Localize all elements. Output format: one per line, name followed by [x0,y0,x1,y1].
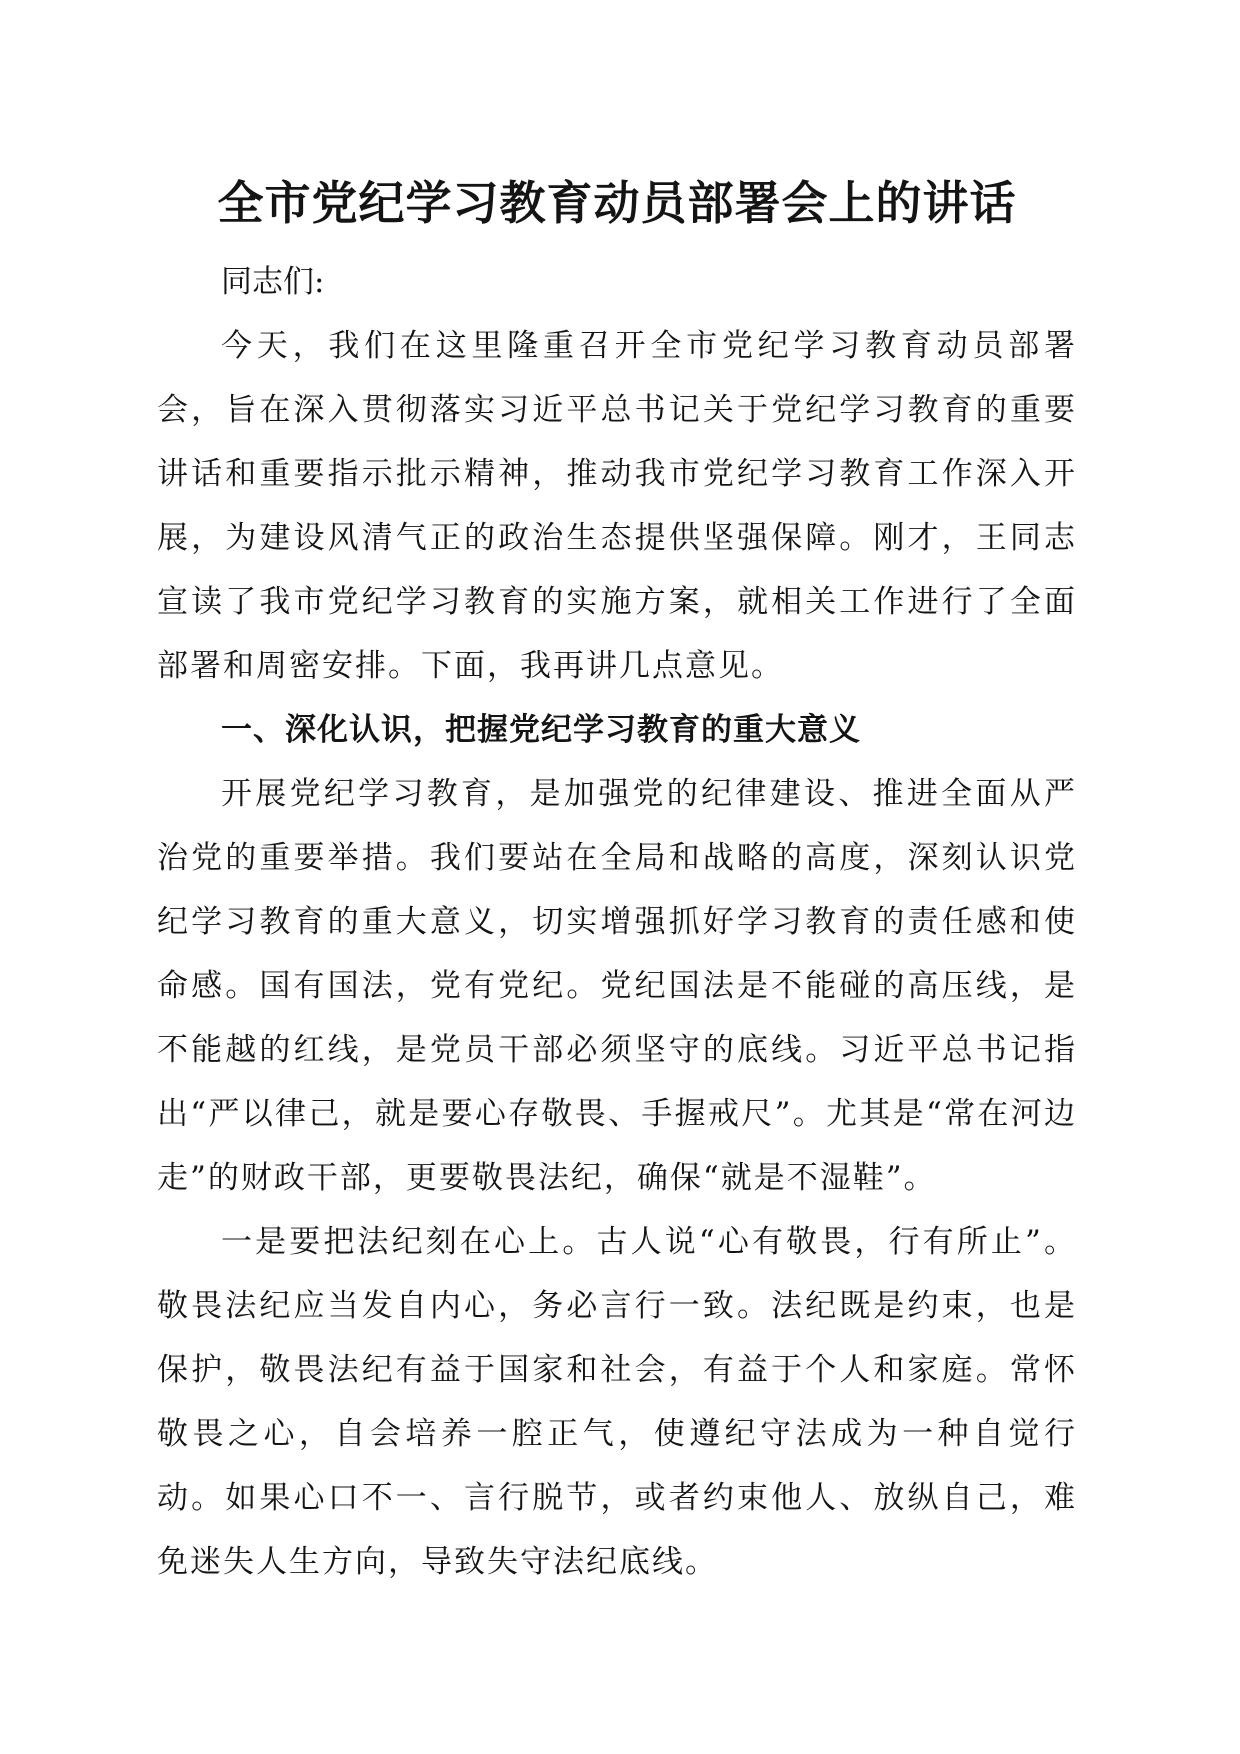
section-paragraph: 开展党纪学习教育，是加强党的纪律建设、推进全面从严治党的重要举措。我们要站在全局和战略的高度，深刻认识党纪学习教育的重大意义，切实增强抓好学习教育的责任感和使命感。国有国法，党有党纪。党纪国法是不能碰的高压线，是不能越的红线，是党员干部必须坚守的底线。习近平总书记指出“严以律己，就是要心存敬畏、手握戒尺”。尤其是“常在河边走”的财政干部，更要敬畏法纪，确保“就是不湿鞋”。 [157,776,1077,1196]
section-heading: 一、深化认识，把握党纪学习教育的重大意义 [221,712,861,748]
document-body [157,172,1077,1594]
intro-paragraph: 今天，我们在这里隆重召开全市党纪学习教育动员部署会，旨在深入贯彻落实习近平总书记关于党纪学习教育的重要讲话和重要指示批示精神，推动我市党纪学习教育工作深入开展，为建设风清气正的政治生态提供坚强保障。刚才，王同志宣读了我市党纪学习教育的实施方案，就相关工作进行了全面部署和周密安排。下面，我再讲几点意见。 [157,328,1077,684]
section-paragraph: 一是要把法纪刻在心上。古人说“心有敬畏，行有所止”。敬畏法纪应当发自内心，务必言行一致。法纪既是约束，也是保护，敬畏法纪有益于国家和社会，有益于个人和家庭。常怀敬畏之心，自会培养一腔正气，使遵纪守法成为一种自觉行动。如果心口不一、言行脱节，或者约束他人、放纵自己，难免迷失人生方向，导致失守法纪底线。 [157,1224,1077,1580]
salutation: 同志们: [221,264,325,300]
document-title: 全市党纪学习教育动员部署会上的讲话 [217,176,1017,230]
